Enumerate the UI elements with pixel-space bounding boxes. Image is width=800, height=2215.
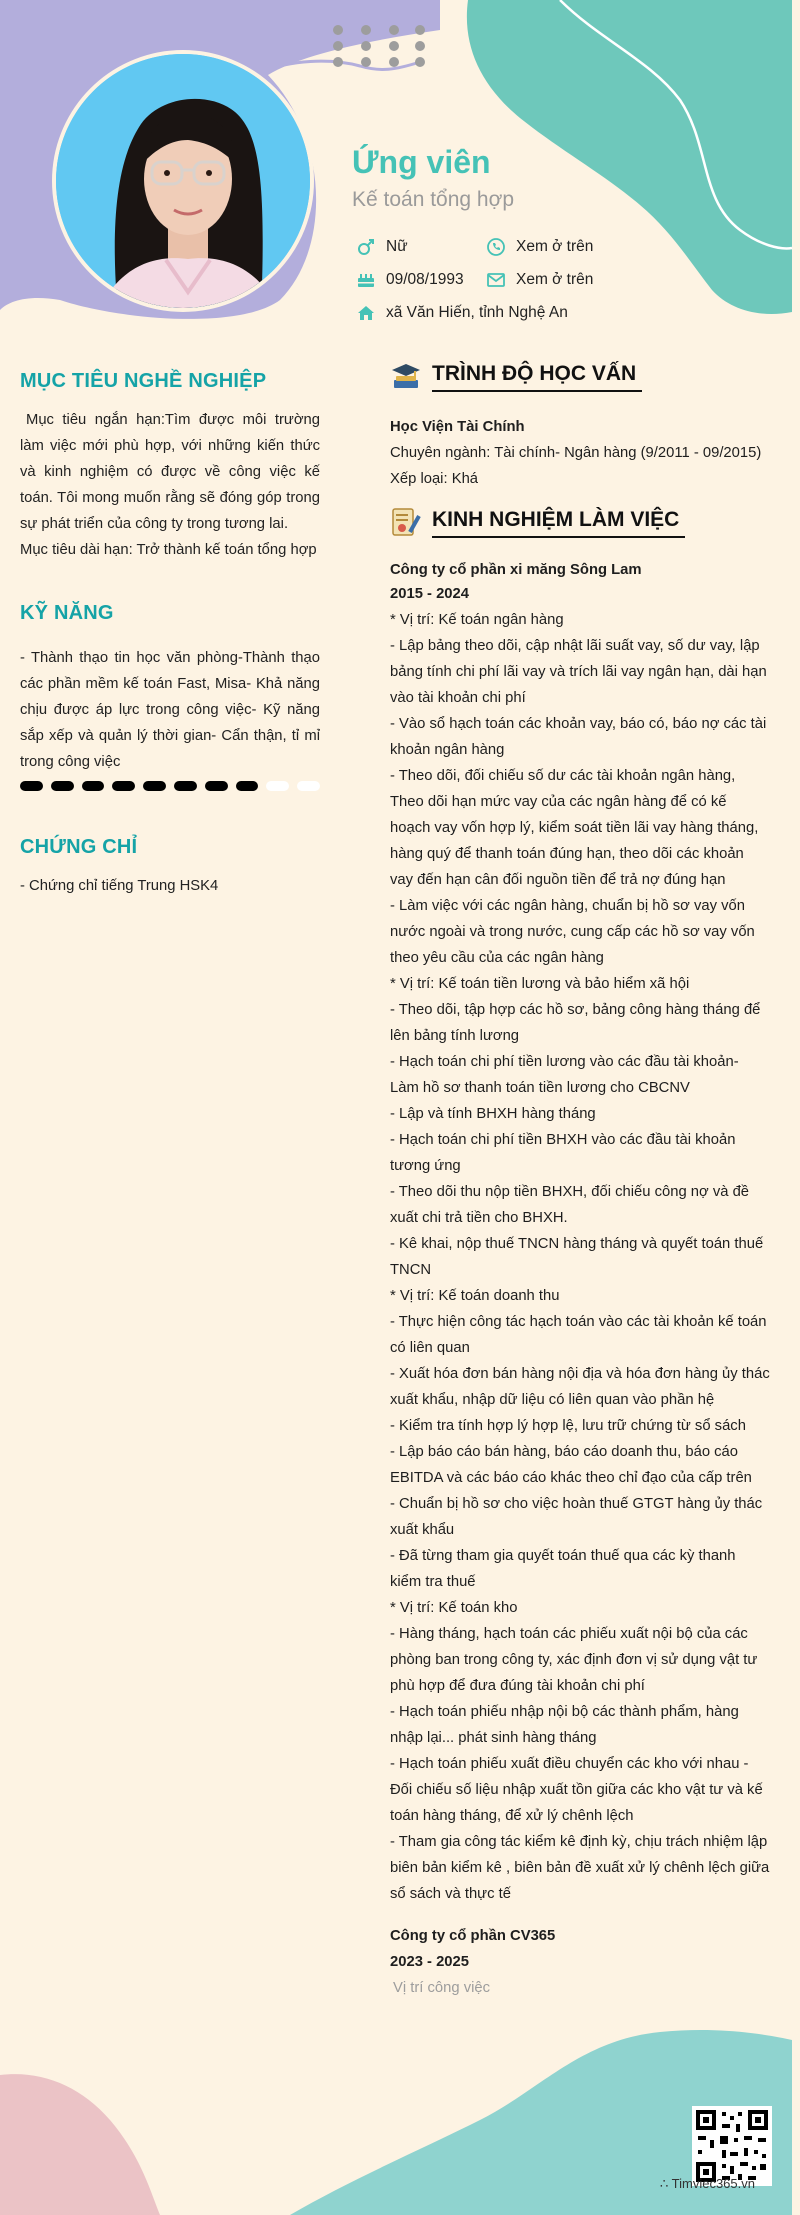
skill-dot	[82, 781, 105, 791]
job-line: * Vị trí: Kế toán kho	[390, 1600, 518, 1616]
section-title: CHỨNG CHỈ	[20, 836, 138, 858]
phone-icon	[486, 237, 506, 257]
job-period: 2023 - 2025	[390, 1954, 469, 1970]
info-birthday	[356, 270, 464, 290]
education-section	[390, 414, 770, 492]
objective-section	[20, 370, 320, 563]
school-name: Học Viện Tài Chính	[390, 419, 525, 435]
home-icon	[356, 303, 376, 323]
certificate-item: - Chứng chỉ tiếng Trung HSK4	[20, 878, 219, 894]
education-major: Chuyên ngành: Tài chính- Ngân hàng (9/2011 - 09/2015)	[390, 445, 762, 461]
job-line: - Hạch toán phiếu nhập nội bộ các thành phẩm, hàng nhập lại... phát sinh hàng tháng	[390, 1704, 739, 1746]
skill-dot	[205, 781, 228, 791]
info-text: Xem ở trên	[516, 271, 594, 288]
job-line: - Làm việc với các ngân hàng, chuẩn bị hồ sơ vay vốn nước ngoài và trong nước, cung cấp các hồ sơ vay vốn theo yêu cầu của các ngân hàng	[390, 898, 755, 966]
experience-header	[390, 506, 685, 538]
info-email	[486, 270, 593, 290]
education-grade: Xếp loại: Khá	[390, 471, 479, 487]
gender-icon	[356, 237, 376, 257]
certificates-section	[20, 836, 320, 899]
skill-dot	[236, 781, 259, 791]
qr-code-icon	[692, 2106, 772, 2186]
objective-short-term: Mục tiêu ngắn hạn:Tìm được môi trường làm việc mới phù hợp, với những kiến thức và kinh nghiệm có được về công việc kế toán. Tôi mong muốn rằng sẽ đóng góp trong sự phát triển của công ty trong tương lai.	[20, 412, 320, 532]
job-line: * Vị trí: Kế toán tiền lương và bảo hiểm xã hội	[390, 976, 690, 992]
section-title: KINH NGHIỆM LÀM VIỆC	[432, 508, 685, 538]
job-line: - Đã từng tham gia quyết toán thuế qua các kỳ thanh kiểm tra thuế	[390, 1548, 736, 1590]
skill-dot	[20, 781, 43, 791]
skills-text: - Thành thạo tin học văn phòng-Thành thạo các phần mềm kế toán Fast, Misa- Khả năng chịu được áp lực trong công việc- Kỹ năng sắp xếp và quản lý thời gian- Cẩn thận, tỉ mỉ trong công việc	[20, 650, 320, 770]
job-line: - Theo dõi thu nộp tiền BHXH, đối chiếu công nợ và đề xuất chi trả tiền cho BHXH.	[390, 1184, 750, 1226]
info-text: Xem ở trên	[516, 238, 594, 255]
education-header	[390, 360, 642, 392]
job-line: - Lập và tính BHXH hàng tháng	[390, 1106, 596, 1122]
job-line: - Theo dõi, tập hợp các hồ sơ, bảng công hàng tháng để lên bảng tính lương	[390, 1002, 761, 1044]
job-line: - Hàng tháng, hạch toán các phiếu xuất nội bộ của các phòng ban trong công ty, xác định đơn vị sử dụng vật tư phù hợp để đưa đúng tài khoản chi phí	[390, 1626, 758, 1694]
job-line: - Tham gia công tác kiểm kê định kỳ, chịu trách nhiệm lập biên bản kiểm kê , biên bản đề xuất xử lý chênh lệch giữa sổ sách và thực tế	[390, 1834, 770, 1902]
job-line: - Lập bảng theo dõi, cập nhật lãi suất vay, số dư vay, lập bảng tính chi phí lãi vay và trích lãi vay ngân hạn, dài hạn vào tài khoản chi phí	[390, 638, 767, 706]
section-title: MỤC TIÊU NGHỀ NGHIỆP	[20, 370, 267, 392]
job-line: - Thực hiện công tác hạch toán vào các tài khoản kế toán có liên quan	[390, 1314, 767, 1356]
info-text: xã Văn Hiến, tỉnh Nghệ An	[386, 304, 568, 321]
job-position: Vị trí công việc	[393, 1980, 491, 1996]
job-line: - Chuẩn bị hồ sơ cho việc hoàn thuế GTGT hàng ủy thác xuất khẩu	[390, 1496, 763, 1538]
job-line: - Xuất hóa đơn bán hàng nội địa và hóa đơn hàng ủy thác xuất khẩu, nhập dữ liệu có liên quan vào phần hệ	[390, 1366, 770, 1408]
info-address	[356, 303, 568, 323]
job-line: - Hạch toán chi phí tiền BHXH vào các đầu tài khoản tương ứng	[390, 1132, 736, 1174]
job-line: * Vị trí: Kế toán ngân hàng	[390, 612, 564, 628]
info-gender	[356, 237, 408, 257]
info-text: Nữ	[386, 238, 408, 255]
job-line: - Lập báo cáo bán hàng, báo cáo doanh thu, báo cáo EBITDA và các báo cáo khác theo chỉ đạo của cấp trên	[390, 1444, 752, 1486]
skills-section	[20, 602, 320, 791]
company-name: Công ty cổ phần CV365	[390, 1928, 556, 1944]
skill-dot	[297, 781, 320, 791]
skill-dot	[266, 781, 289, 791]
job-description	[390, 607, 770, 1907]
objective-long-term: Mục tiêu dài hạn: Trở thành kế toán tổng hợp	[20, 542, 317, 558]
skill-dot	[174, 781, 197, 791]
job-entry	[390, 557, 770, 1907]
info-text: 09/08/1993	[386, 271, 464, 288]
avatar	[52, 50, 314, 312]
job-line: - Theo dõi, đối chiếu số dư các tài khoản ngân hàng, Theo dõi hạn mức vay của các ngân hàng để có kế hoạch vay vốn hợp lý, kiểm soát tiền lãi vay hàng tháng, hàng quý để thanh toán đúng hạn, theo dõi các khoản vay đến hạn cân đối nguồn tiền để trả nợ đúng hạn	[390, 768, 759, 888]
job-line: - Hạch toán phiếu xuất điều chuyển các kho với nhau - Đối chiếu số liệu nhập xuất tồn giữa các kho vật tư và kế toán hàng tháng, để xử lý chênh lệch	[390, 1756, 763, 1824]
email-icon	[486, 270, 506, 290]
section-title: TRÌNH ĐỘ HỌC VẤN	[432, 362, 642, 392]
skill-dot	[51, 781, 74, 791]
section-title: KỸ NĂNG	[20, 602, 114, 624]
calendar-icon	[356, 270, 376, 290]
candidate-name: Ứng viên	[352, 144, 491, 180]
job-period: 2015 - 2024	[390, 586, 469, 602]
job-line: - Kiểm tra tính hợp lý hợp lệ, lưu trữ chứng từ sổ sách	[390, 1418, 746, 1434]
skill-dot	[143, 781, 166, 791]
certificate-pen-icon	[390, 506, 422, 538]
candidate-title: Kế toán tổng hợp	[352, 188, 515, 211]
job-line: - Kê khai, nộp thuế TNCN hàng tháng và quyết toán thuế TNCN	[390, 1236, 764, 1278]
job-line: * Vị trí: Kế toán doanh thu	[390, 1288, 560, 1304]
company-name: Công ty cổ phần xi măng Sông Lam	[390, 562, 642, 578]
brand-text: Timviec365.vn	[671, 2176, 755, 2191]
info-phone	[486, 237, 593, 257]
brand-icon: ∴	[660, 2176, 672, 2191]
skill-dot	[112, 781, 135, 791]
graduation-cap-icon	[390, 360, 422, 392]
skill-level-bar	[20, 781, 320, 791]
job-entry	[390, 1923, 770, 2001]
job-line: - Hạch toán chi phí tiền lương vào các đầu tài khoản- Làm hồ sơ thanh toán tiền lương cho CBCNV	[390, 1054, 739, 1096]
job-line: - Vào sổ hạch toán các khoản vay, báo có, báo nợ các tài khoản ngân hàng	[390, 716, 767, 758]
footer-brand	[660, 2176, 795, 2192]
experience-section	[390, 557, 770, 2001]
